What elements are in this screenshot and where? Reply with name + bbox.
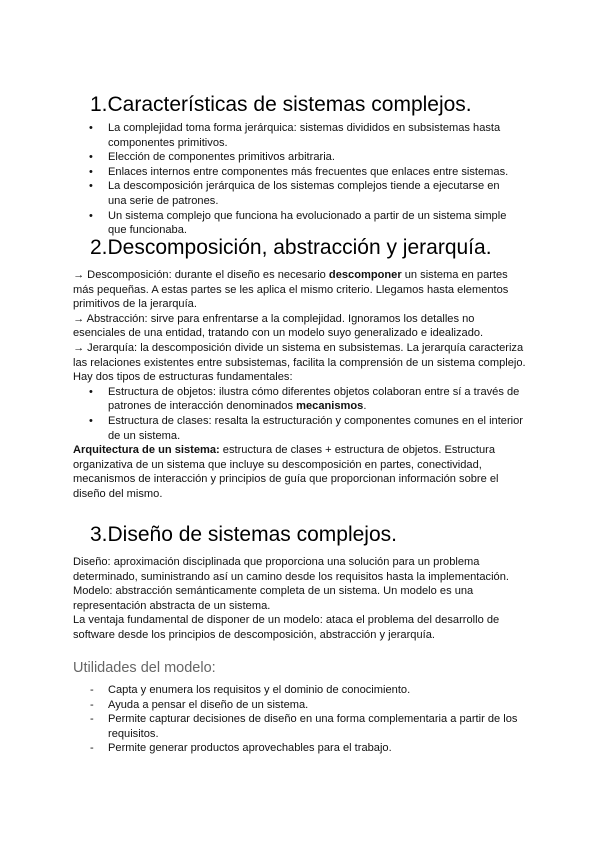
list-item: • Un sistema complejo que funciona ha evolucionado a partir de un sistema simple que funcionaba. <box>108 209 518 238</box>
section-2-heading <box>90 236 492 260</box>
decomposition-paragraph <box>73 268 529 312</box>
list-item: - Permite generar productos aprovechables para el trabajo. <box>108 741 528 756</box>
decomposition-text-continued: un sistema en partes más pequeñas. A estas partes se les aplica el mismo criterio. Llegamos hasta elementos primitivos de la jerarquía. <box>73 269 509 311</box>
section-2-title: Descomposición, abstracción y jerarquía. <box>107 236 492 259</box>
list-item: - Capta y enumera los requisitos y el dominio de conocimiento. <box>108 683 528 698</box>
model-paragraph: Modelo: abstracción semánticamente completa de un sistema. Un modelo es una representación abstracta de un sistema. <box>73 585 474 612</box>
list-item: • Estructura de clases: resalta la estructuración y componentes comunes en el interior de un sistema. <box>108 414 529 443</box>
object-structure-text: Estructura de objetos: ilustra cómo diferentes objetos colaboran entre sí a través de patrones de interacción denominados <box>108 385 520 413</box>
section-1-number: 1. <box>90 93 108 116</box>
model-utilities-block <box>108 683 528 756</box>
decomposition-bold-term: descomponer <box>328 269 402 281</box>
list-item: • La complejidad toma forma jerárquica: sistemas divididos en subsistemas hasta componentes primitivos. <box>108 121 518 150</box>
architecture-paragraph <box>73 443 529 501</box>
object-structure-end: . <box>363 400 367 413</box>
architecture-bold-term: Arquitectura de un sistema: <box>73 444 220 457</box>
mechanisms-bold-term: mecanismos <box>296 400 364 413</box>
list-item: • La descomposición jerárquica de los sistemas complejos tiende a ejecutarse en una serie de patrones. <box>108 179 518 208</box>
section-1-bullets-block <box>108 121 518 238</box>
list-item: • Enlaces internos entre componentes más frecuentes que enlaces entre sistemas. <box>108 165 518 180</box>
model-advantage-paragraph: La ventaja fundamental de disponer de un modelo: ataca el problema del desarrollo de software desde los principios de descomposición, abstracción y jerarquía. <box>73 614 500 641</box>
structures-intro: Hay dos tipos de estructuras fundamentales: <box>73 371 293 384</box>
architecture-text: estructura de clases + estructura de objetos. Estructura organizativa de un sistema que incluye su descomposición en partes, conectividad, mecanismos de interacción y principios de guía que proporcionan información sobre el diseño del mismo. <box>73 444 499 500</box>
section-2-number: 2. <box>90 236 108 259</box>
abstraction-paragraph: → Abstracción: sirve para enfrentarse a la complejidad. Ignoramos los detalles no esenciales de una entidad, tratando con un modelo suyo generalizado e idealizado. <box>73 312 484 340</box>
structures-bullet-list <box>108 385 529 443</box>
section-1-bullet-list <box>108 121 518 238</box>
list-item <box>108 385 529 414</box>
hierarchy-paragraph: → Jerarquía: la descomposición divide un sistema en subsistemas. La jerarquía caracteriza las relaciones existentes entre subsistemas, facilita la comprensión de un sistema complejo. <box>73 341 526 369</box>
design-paragraph: Diseño: aproximación disciplinada que proporciona una solución para un problema determinado, suministrando así un camino desde los requisitos hasta la implementación. <box>73 556 509 583</box>
section-1-heading <box>90 93 472 117</box>
list-item: - Permite capturar decisiones de diseño en una forma complementaria a partir de los requisitos. <box>108 712 528 741</box>
model-utilities-subheading: Utilidades del modelo: <box>73 660 216 676</box>
model-utilities-list <box>108 683 528 756</box>
list-item: - Ayuda a pensar el diseño de un sistema. <box>108 698 528 713</box>
section-3-title: Diseño de sistemas complejos. <box>107 523 397 546</box>
section-1-title: Características de sistemas complejos. <box>107 93 472 116</box>
decomposition-text: → Descomposición: durante el diseño es necesario <box>73 269 329 281</box>
section-3-heading <box>90 523 397 547</box>
list-item: • Elección de componentes primitivos arbitraria. <box>108 150 518 165</box>
section-2-body <box>73 268 529 502</box>
section-3-body <box>73 555 529 643</box>
section-3-number: 3. <box>90 523 108 546</box>
